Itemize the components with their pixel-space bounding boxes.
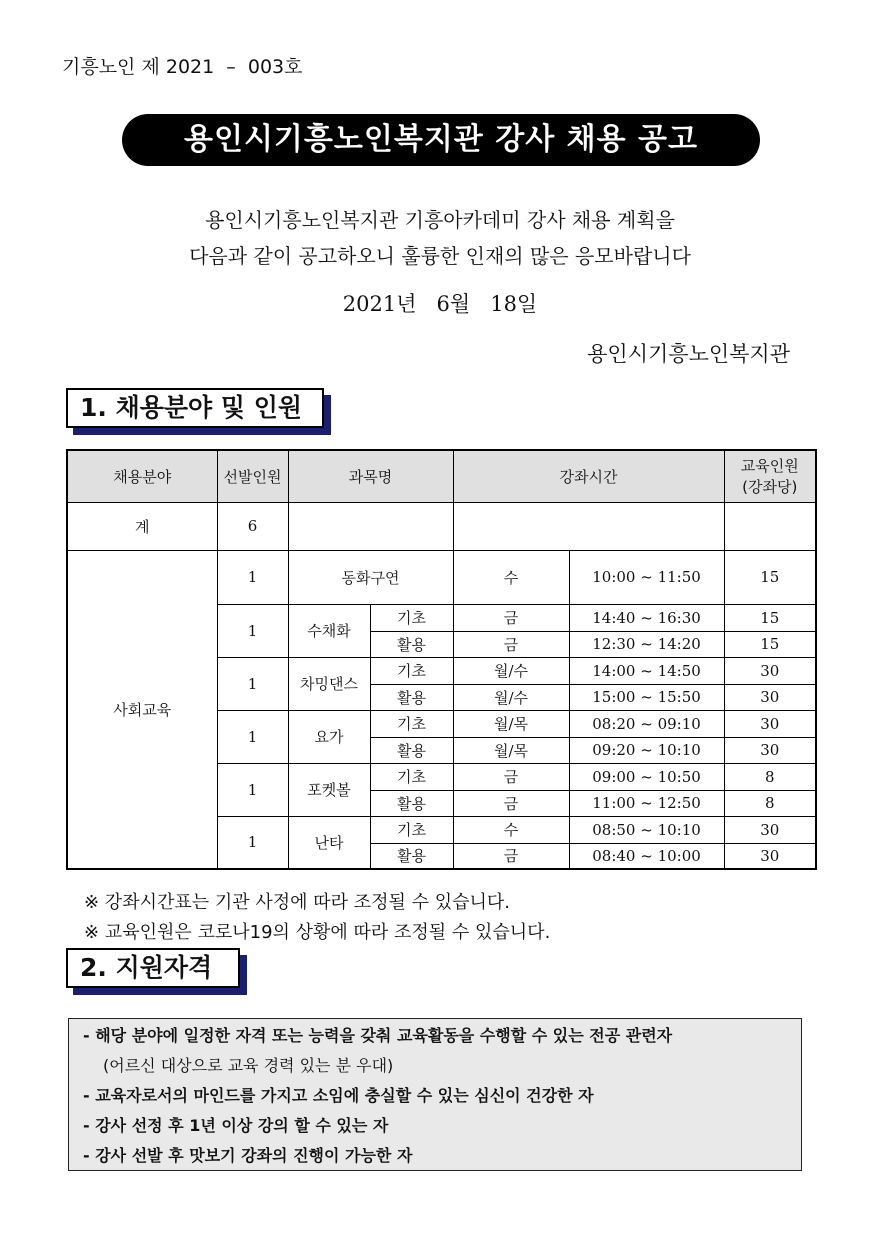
course-subject: 차밍댄스 (288, 657, 370, 710)
session-day: 금 (453, 604, 569, 631)
session-capacity: 30 (724, 816, 816, 843)
col-header-subject: 과목명 (288, 450, 453, 502)
session-day: 금 (453, 790, 569, 816)
course-count: 1 (217, 763, 288, 816)
session-time: 08:40 ~ 10:00 (569, 843, 724, 869)
session-capacity: 15 (724, 550, 816, 604)
field-name: 사회교육 (67, 550, 217, 869)
course-subject: 포켓볼 (288, 763, 370, 816)
session-level: 활용 (370, 737, 453, 763)
session-level: 기초 (370, 604, 453, 631)
session-capacity: 30 (724, 657, 816, 684)
course-subject: 요가 (288, 710, 370, 763)
empty-cell (724, 502, 816, 550)
recruitment-table (66, 449, 817, 870)
intro-line-1: 용인시기흥노인복지관 기흥아카데미 강사 채용 계획을 (205, 208, 675, 232)
session-capacity: 15 (724, 604, 816, 631)
total-label: 계 (67, 502, 217, 550)
session-level: 활용 (370, 684, 453, 710)
schedule-note: ※ 강좌시간표는 기관 사정에 따라 조정될 수 있습니다. (84, 892, 511, 913)
qualifications-box (68, 1018, 802, 1171)
session-capacity: 30 (724, 843, 816, 869)
empty-cell (288, 502, 453, 550)
session-day: 금 (453, 763, 569, 790)
session-time: 12:30 ~ 14:20 (569, 631, 724, 657)
organization-name: 용인시기흥노인복지관 (587, 342, 790, 366)
session-day: 수 (453, 816, 569, 843)
col-header-capacity-line1: 교육인원 (740, 457, 799, 476)
session-time: 11:00 ~ 12:50 (569, 790, 724, 816)
course-subject: 동화구연 (288, 550, 453, 604)
session-capacity: 8 (724, 763, 816, 790)
col-header-capacity-line2: (강좌당) (742, 478, 798, 497)
section-title-qualifications: 2. 지원자격 (66, 948, 240, 988)
session-level: 기초 (370, 710, 453, 737)
session-capacity: 30 (724, 737, 816, 763)
document-number: 기흥노인 제 2021 – 003호 (62, 56, 303, 78)
qualification-item: - 강사 선발 후 맛보기 강좌의 진행이 가능한 자 (83, 1146, 413, 1165)
total-row (67, 502, 816, 550)
capacity-note: ※ 교육인원은 코로나19의 상황에 따라 조정될 수 있습니다. (84, 922, 551, 943)
session-level: 기초 (370, 657, 453, 684)
session-time: 14:40 ~ 16:30 (569, 604, 724, 631)
course-count: 1 (217, 816, 288, 869)
session-time: 09:00 ~ 10:50 (569, 763, 724, 790)
session-day: 월/목 (453, 710, 569, 737)
session-day: 금 (453, 843, 569, 869)
table-row (67, 550, 816, 604)
course-count: 1 (217, 550, 288, 604)
qualification-item: - 교육자로서의 마인드를 가지고 소임에 충실할 수 있는 심신이 건강한 자 (83, 1086, 594, 1105)
page-title: 용인시기흥노인복지관 강사 채용 공고 (122, 114, 760, 166)
session-capacity: 8 (724, 790, 816, 816)
session-level: 기초 (370, 763, 453, 790)
session-level: 기초 (370, 816, 453, 843)
session-day: 월/수 (453, 657, 569, 684)
course-count: 1 (217, 604, 288, 657)
course-subject: 난타 (288, 816, 370, 869)
session-day: 월/목 (453, 737, 569, 763)
qualification-item: - 강사 선정 후 1년 이상 강의 할 수 있는 자 (83, 1116, 389, 1135)
session-level: 활용 (370, 790, 453, 816)
session-capacity: 30 (724, 684, 816, 710)
session-level: 활용 (370, 631, 453, 657)
col-header-time: 강좌시간 (453, 450, 724, 502)
session-time: 08:50 ~ 10:10 (569, 816, 724, 843)
session-time: 08:20 ~ 09:10 (569, 710, 724, 737)
col-header-field: 채용분야 (67, 450, 217, 502)
qualification-subnote: (어르신 대상으로 교육 경력 있는 분 우대) (103, 1056, 394, 1075)
session-day: 금 (453, 631, 569, 657)
qualification-item: - 해당 분야에 일정한 자격 또는 능력을 갖춰 교육활동을 수행할 수 있는 전공 관련자 (83, 1026, 673, 1045)
table-header-row (67, 450, 816, 502)
session-time: 10:00 ~ 11:50 (569, 550, 724, 604)
session-day: 수 (453, 550, 569, 604)
session-time: 14:00 ~ 14:50 (569, 657, 724, 684)
total-count: 6 (217, 502, 288, 550)
session-level: 활용 (370, 843, 453, 869)
announcement-date: 2021년 6월 18일 (342, 292, 538, 316)
col-header-capacity (724, 450, 816, 502)
course-count: 1 (217, 710, 288, 763)
session-day: 월/수 (453, 684, 569, 710)
empty-cell (453, 502, 724, 550)
session-capacity: 30 (724, 710, 816, 737)
col-header-count: 선발인원 (217, 450, 288, 502)
section-title-recruitment: 1. 채용분야 및 인원 (66, 388, 324, 428)
session-time: 15:00 ~ 15:50 (569, 684, 724, 710)
session-time: 09:20 ~ 10:10 (569, 737, 724, 763)
course-subject: 수채화 (288, 604, 370, 657)
intro-line-2: 다음과 같이 공고하오니 훌륭한 인재의 많은 응모바랍니다 (189, 244, 691, 268)
session-capacity: 15 (724, 631, 816, 657)
course-count: 1 (217, 657, 288, 710)
